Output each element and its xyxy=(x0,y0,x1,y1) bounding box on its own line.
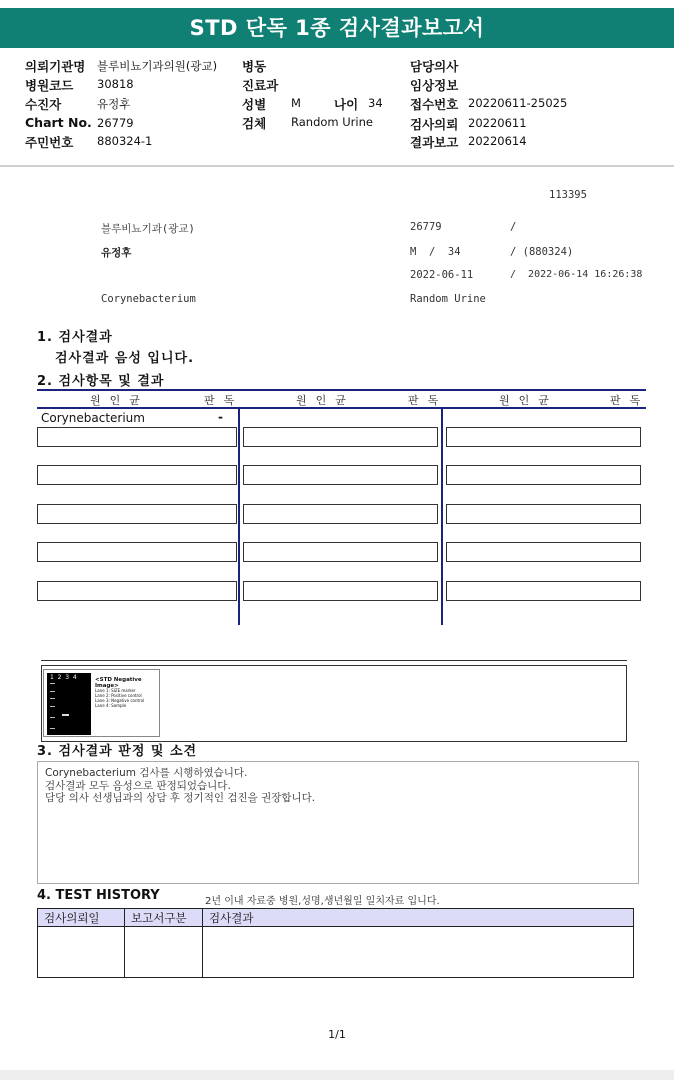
info-label: 나이 xyxy=(334,97,359,112)
result-cell xyxy=(446,504,641,524)
info-value: 880324-1 xyxy=(97,134,153,148)
info-label: Chart No. xyxy=(25,115,92,130)
stamp-number: 113395 xyxy=(549,189,587,201)
result-cell xyxy=(37,427,237,447)
info-label: 임상정보 xyxy=(410,78,459,93)
results-column-divider xyxy=(238,407,240,625)
result-cell xyxy=(446,542,641,562)
gel-top-rule xyxy=(41,660,627,661)
findings-line: 담당 의사 선생님과의 상담 후 정기적인 검진을 권장합니다. xyxy=(45,792,316,804)
section4-title: 4. TEST HISTORY xyxy=(37,888,160,903)
stamp-birth: / (880324) xyxy=(510,246,574,258)
gel-band xyxy=(50,691,55,692)
gel-band xyxy=(50,698,55,699)
findings-line: Corynebacterium 검사를 시행하였습니다. xyxy=(45,767,248,779)
gel-band xyxy=(50,728,55,729)
stamp-organism: Corynebacterium xyxy=(101,293,196,305)
stamp-patient: 유정후 xyxy=(101,247,132,259)
history-col-report-type: 보고서구분 xyxy=(125,909,203,927)
findings-text xyxy=(45,767,315,805)
result-cell xyxy=(243,581,438,601)
result-cell xyxy=(446,465,641,485)
info-label: 의뢰기관명 xyxy=(25,59,86,74)
table-row xyxy=(38,927,634,978)
stamp-sex-age: M / 34 xyxy=(410,246,461,258)
info-divider xyxy=(0,165,674,167)
info-label: 병동 xyxy=(242,59,267,74)
history-col-request-date: 검사의뢰일 xyxy=(38,909,125,927)
info-label: 수진자 xyxy=(25,97,62,112)
info-value: 30818 xyxy=(97,77,134,91)
col-judgement: 판독 xyxy=(408,394,448,407)
stamp-specimen: Random Urine xyxy=(410,293,486,305)
gel-legend-item: Lane 3: Negative control xyxy=(95,698,145,703)
info-value: Random Urine xyxy=(291,115,373,129)
col-organism: 원인균 xyxy=(499,394,558,407)
gel-legend xyxy=(95,688,144,708)
results-table-top-rule xyxy=(37,389,646,391)
section4-note: 2년 이내 자료중 병원,성명,생년월일 일치자료 입니다. xyxy=(205,896,440,907)
result-cell xyxy=(446,581,641,601)
info-label: 검체 xyxy=(242,116,267,131)
result-cell xyxy=(446,427,641,447)
gel-photo xyxy=(47,673,91,735)
gel-lane-numbers: 1 2 3 4 xyxy=(50,674,77,681)
col-organism: 원인균 xyxy=(90,394,149,407)
gel-band xyxy=(62,714,69,716)
report-title: STD 단독 1종 검사결과보고서 xyxy=(189,16,485,40)
gel-heading: <STD Negative Image> xyxy=(95,677,142,689)
test-history-header xyxy=(38,909,634,927)
gel-band xyxy=(50,717,55,718)
stamp-datetime-reported: / 2022-06-14 16:26:38 xyxy=(510,269,643,280)
page-number: 1/1 xyxy=(328,1028,346,1041)
result-cell xyxy=(243,504,438,524)
gel-legend-item: Lane 1: SIZE marker xyxy=(95,688,136,693)
gel-band xyxy=(50,706,55,707)
section1-title: 1. 검사결과 xyxy=(37,330,113,345)
info-value: 20220614 xyxy=(468,134,527,148)
info-label: 병원코드 xyxy=(25,78,74,93)
findings-line: 검사결과 모두 음성으로 판정되었습니다. xyxy=(45,779,231,792)
section2-title: 2. 검사항목 및 결과 xyxy=(37,374,165,389)
col-judgement: 판독 xyxy=(204,394,244,407)
stamp-slash: / xyxy=(510,221,517,233)
stamp-hospital: 블루비뇨기과(광교) xyxy=(101,223,195,235)
result-cell xyxy=(243,542,438,562)
result-organism: Corynebacterium xyxy=(41,411,145,425)
info-label: 결과보고 xyxy=(410,135,459,150)
info-label: 검사의뢰 xyxy=(410,117,459,132)
info-value: M xyxy=(291,96,301,110)
gel-legend-item: Lane 4: Sample xyxy=(95,703,127,708)
info-value: 20220611 xyxy=(468,116,527,130)
result-judgement: - xyxy=(218,410,223,424)
test-history-table xyxy=(37,908,634,978)
result-cell xyxy=(243,427,438,447)
stamp-chart: 26779 xyxy=(410,221,442,233)
result-cell xyxy=(37,465,237,485)
gel-image xyxy=(43,669,160,737)
info-value: 20220611-25025 xyxy=(468,96,568,110)
info-value: 34 xyxy=(368,96,383,110)
stamp-date-received: 2022-06-11 xyxy=(410,269,474,281)
history-cell xyxy=(203,927,634,978)
info-value: 블루비뇨기과의원(광교) xyxy=(97,59,218,73)
history-cell xyxy=(38,927,125,978)
info-label: 담당의사 xyxy=(410,59,459,74)
findings-box xyxy=(37,761,639,884)
history-col-result: 검사결과 xyxy=(203,909,634,927)
history-cell xyxy=(125,927,203,978)
info-label: 접수번호 xyxy=(410,97,459,112)
gel-band xyxy=(50,683,55,684)
result-cell xyxy=(37,504,237,524)
info-label: 진료과 xyxy=(242,78,279,93)
section3-title: 3. 검사결과 판정 및 소견 xyxy=(37,744,198,759)
result-cell xyxy=(37,581,237,601)
gel-legend-item: Lane 2: Positive control xyxy=(95,693,142,698)
section1-text: 검사결과 음성 입니다. xyxy=(55,351,195,366)
report-title-bar xyxy=(0,8,674,48)
info-label: 성별 xyxy=(242,97,267,112)
col-organism: 원인균 xyxy=(296,394,355,407)
info-label: 주민번호 xyxy=(25,135,74,150)
footer-bar xyxy=(0,1070,674,1080)
results-column-divider xyxy=(441,407,443,625)
info-value: 26779 xyxy=(97,116,134,130)
info-value: 유정후 xyxy=(97,97,131,111)
col-judgement: 판독 xyxy=(610,394,650,407)
result-cell xyxy=(37,542,237,562)
result-cell xyxy=(243,465,438,485)
